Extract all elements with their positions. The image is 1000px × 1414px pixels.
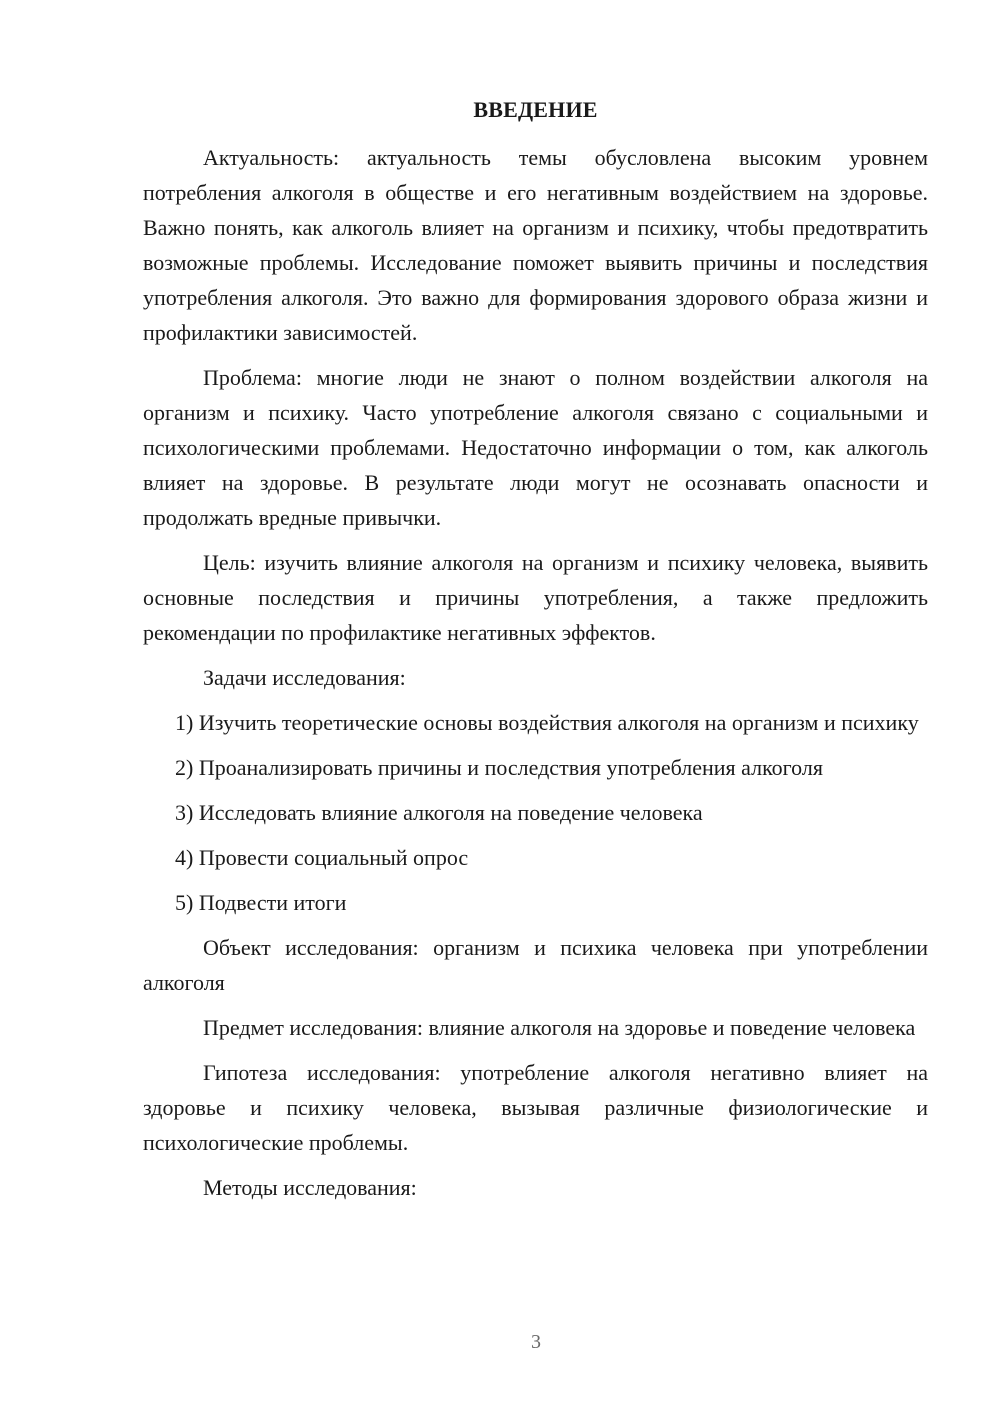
task-list-item: 5) Подвести итоги — [175, 890, 347, 915]
hypothesis-paragraph: Гипотеза исследования: употребление алкоголя негативно влияет на здоровье и психику человека, вызывая различные физиологические и психологические проблемы. — [143, 1060, 928, 1155]
section-title: ВВЕДЕНИЕ — [473, 97, 598, 122]
page-number: 3 — [531, 1331, 541, 1353]
goal-paragraph: Цель: изучить влияние алкоголя на организм и психику человека, выявить основные последствия и причины употребления, а также предложить рекомендации по профилактике негативных эффектов. — [143, 550, 928, 645]
task-list-item: 3) Исследовать влияние алкоголя на поведение человека — [175, 800, 703, 825]
tasks-heading: Задачи исследования: — [203, 665, 406, 690]
task-list-item: 2) Проанализировать причины и последствия употребления алкоголя — [175, 755, 823, 780]
task-list-item: 4) Провести социальный опрос — [175, 845, 469, 870]
methods-heading: Методы исследования: — [203, 1175, 417, 1200]
subject-paragraph: Предмет исследования: влияние алкоголя на здоровье и поведение человека — [203, 1015, 916, 1040]
task-list-item: 1) Изучить теоретические основы воздействия алкоголя на организм и психику — [175, 710, 919, 735]
relevance-paragraph: Актуальность: актуальность темы обусловлена высоким уровнем потребления алкоголя в обществе и его негативным воздействием на здоровье. Важно понять, как алкоголь влияет на организм и психику, чтобы предотвратить возможные проблемы. Исследование поможет выявить причины и последствия употребления алкоголя. Это важно для формирования здорового образа жизни и профилактики зависимостей. — [143, 145, 928, 345]
page-content — [143, 92, 928, 1205]
object-paragraph: Объект исследования: организм и психика человека при употреблении алкоголя — [143, 935, 928, 995]
problem-paragraph: Проблема: многие люди не знают о полном воздействии алкоголя на организм и психику. Часто употребление алкоголя связано с социальными и психологическими проблемами. Недостаточно информации о том, как алкоголь влияет на здоровье. В результате люди могут не осознавать опасности и продолжать вредные привычки. — [143, 365, 928, 530]
